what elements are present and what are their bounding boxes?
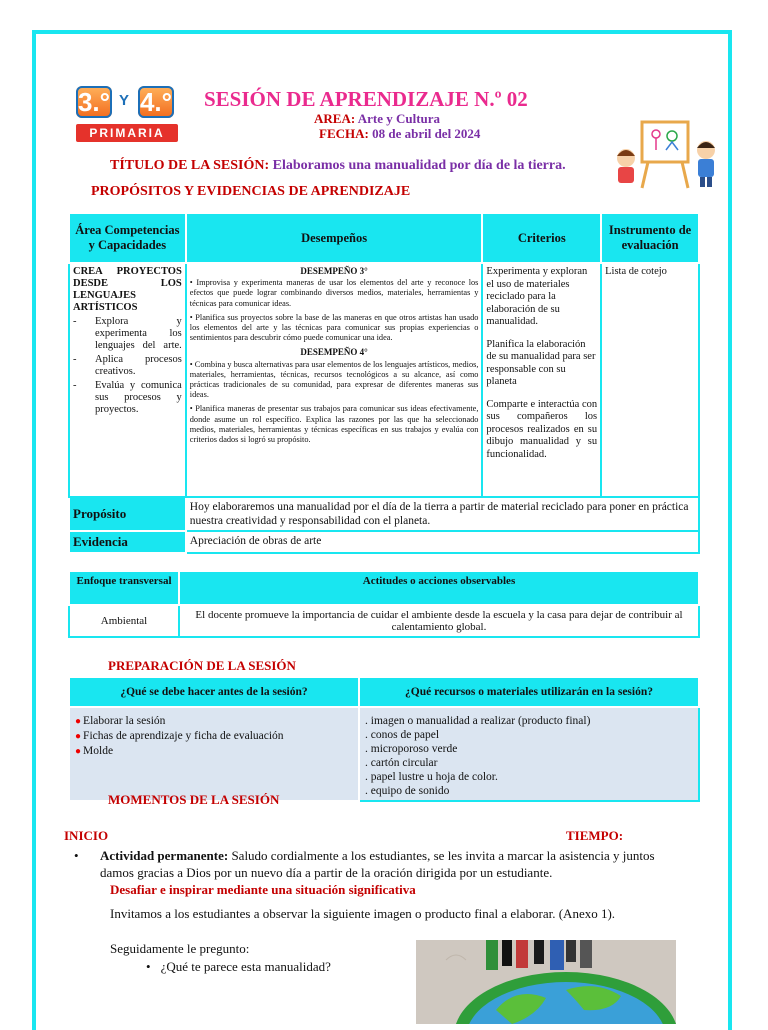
grade-badge: [76, 86, 178, 144]
list-item: ● Fichas de aprendizaje y ficha de evaluación: [75, 730, 284, 742]
propositos-heading: PROPÓSITOS Y EVIDENCIAS DE APRENDIZAJE: [91, 184, 411, 199]
criterio-item: Planifica la elaboración de su manualidad para ser responsable con su planeta: [486, 338, 596, 387]
header-desempenos: Desempeños: [186, 213, 483, 263]
fecha-line: [319, 126, 480, 142]
badge-grade-3: 3.°: [77, 87, 111, 117]
criterio-item: Experimenta y exploran el uso de materiales reciclado para la elaboración de su manualidad.: [486, 266, 588, 327]
header-area: Área Competencias y Capacidades: [69, 213, 186, 263]
actividad-label: Actividad permanente:: [100, 848, 229, 863]
session-title-label: TÍTULO DE LA SESIÓN:: [110, 158, 270, 173]
list-item: . papel lustre u hoja de color.: [365, 771, 498, 783]
badge-grade-4: 4.°: [139, 87, 173, 117]
tiempo-label: TIEMPO:: [566, 828, 624, 843]
bullet-icon: •: [74, 848, 79, 863]
desempeno-item: • Improvisa y experimenta maneras de usar los elementos del arte y reconoce los efectos que puede lograr combinando diversos medios, materiales, herramientas y técnicas para comunicar ideas.: [189, 278, 479, 308]
fecha-label: FECHA:: [319, 126, 369, 141]
desempenos-cell: [186, 263, 483, 497]
competence-name: CREA PROYECTOS DESDE LOS LENGUAJES ARTÍSTICOS: [73, 266, 182, 313]
list-item: - Aplica procesos creativos.: [73, 354, 182, 377]
enfoque-table: [68, 570, 700, 638]
competence-cell: [69, 263, 186, 497]
session-title-value: Elaboramos una manualidad por día de la tierra.: [272, 158, 566, 173]
bullet-icon: •: [146, 959, 151, 974]
area-label: AREA:: [314, 111, 356, 126]
momentos-heading: MOMENTOS DE LA SESIÓN: [108, 792, 280, 807]
enfoque-header: Enfoque transversal: [69, 571, 179, 605]
instrumento-cell: Lista de cotejo: [601, 263, 699, 497]
area-value: Arte y Cultura: [357, 111, 441, 126]
list-item: . imagen o manualidad a realizar (producto final): [365, 715, 591, 727]
badge-y: Y: [119, 92, 130, 109]
antes-list: [69, 707, 359, 801]
list-item: . cartón circular: [365, 757, 438, 769]
list-item: - Explora y experimenta los lenguajes del arte.: [73, 316, 182, 351]
area-line: [314, 111, 440, 127]
desafiar-heading: Desafiar e inspirar mediante una situación significativa: [110, 882, 416, 897]
list-item: . microporoso verde: [365, 743, 458, 755]
question-item: • ¿Qué te parece esta manualidad?: [146, 959, 331, 974]
inicio-label: INICIO: [64, 828, 109, 843]
kids-painting-illustration: [606, 118, 730, 190]
antes-header: ¿Qué se debe hacer antes de la sesión?: [69, 677, 359, 707]
actitud-value: El docente promueve la importancia de cuidar el ambiente desde la escuela y la casa para dejar de contribuir al calentamiento global.: [179, 605, 699, 637]
list-item: . equipo de sonido: [365, 785, 450, 797]
criterio-item: Comparte e interactúa con sus compañeros los procesos realizados en su dibujo manualidad y su funcionalidad.: [486, 398, 598, 460]
purposes-table: [68, 212, 700, 554]
desempeno-item: • Planifica maneras de presentar sus trabajos para comunicar sus ideas efectivamente, donde asume un rol específico. Explica las razones por las que ha seleccionado medios, materiales, herramientas y técnicas específicas en sus trabajos y evalúa con criterios dados si logró su propósito.: [189, 404, 479, 445]
actitudes-header: Actitudes o acciones observables: [179, 571, 699, 605]
desempeno-item: • Combina y busca alternativas para usar elementos de los lenguajes artísticos, medios, materiales, herramientas, técnicas, recursos tecnológicos a su alcance, así como prácticas tradicionales de su comunidad, para expresar de diferentes maneras sus ideas.: [189, 359, 479, 400]
page-title: SESIÓN DE APRENDIZAJE N.º 02: [204, 87, 528, 111]
list-item: . conos de papel: [365, 729, 440, 741]
invitamos-text: Invitamos a los estudiantes a observar la siguiente imagen o producto final a elaborar. (Anexo 1).: [110, 906, 616, 921]
proposito-label: Propósito: [69, 497, 186, 531]
list-item: - Evalúa y comunica sus procesos y proyectos.: [73, 380, 182, 415]
actividad-text: Saludo cordialmente a los estudiantes, se les invita a marcar la asistencia y juntos damos gracias a Dios por un nuevo día a partir de la oración dirigida por un estudiante.: [100, 848, 655, 880]
proposito-text: Hoy elaboraremos una manualidad por el día de la tierra a partir de material reciclado para poner en práctica nuestra creatividad y responsabilidad con el planeta.: [186, 497, 699, 531]
session-title-line: [110, 158, 566, 174]
seguidamente-text: Seguidamente le pregunto:: [110, 941, 250, 956]
list-item: ● Elaborar la sesión: [75, 715, 166, 727]
header-instrumento: Instrumento de evaluación: [601, 213, 699, 263]
capacities-list: [73, 316, 182, 416]
preparation-table: [68, 676, 700, 802]
preparacion-heading: PREPARACIÓN DE LA SESIÓN: [108, 658, 296, 673]
evidencia-text: Apreciación de obras de arte: [186, 531, 699, 553]
enfoque-value: Ambiental: [69, 605, 179, 637]
desempeno-item: • Planifica sus proyectos sobre la base de las maneras en que otros artistas han usado los elementos del arte y las técnicas para comunicar sus propias experiencias o sentimientos para descubrir cómo puede comunicar una idea.: [189, 312, 479, 343]
desempeno-4-title: DESEMPEÑO 4°: [300, 347, 368, 358]
recursos-header: ¿Qué recursos o materiales utilizarán en la sesión?: [359, 677, 699, 707]
criterios-cell: [482, 263, 601, 497]
earth-craft-photo: [416, 940, 676, 1024]
desempeno-3-title: DESEMPEÑO 3°: [300, 266, 368, 276]
badge-level: PRIMARIA: [76, 124, 178, 142]
list-item: ● Molde: [75, 745, 114, 757]
recursos-list: [359, 707, 699, 801]
header-criterios: Criterios: [482, 213, 601, 263]
fecha-value: 08 de abril del 2024: [372, 126, 481, 141]
evidencia-label: Evidencia: [69, 531, 186, 553]
